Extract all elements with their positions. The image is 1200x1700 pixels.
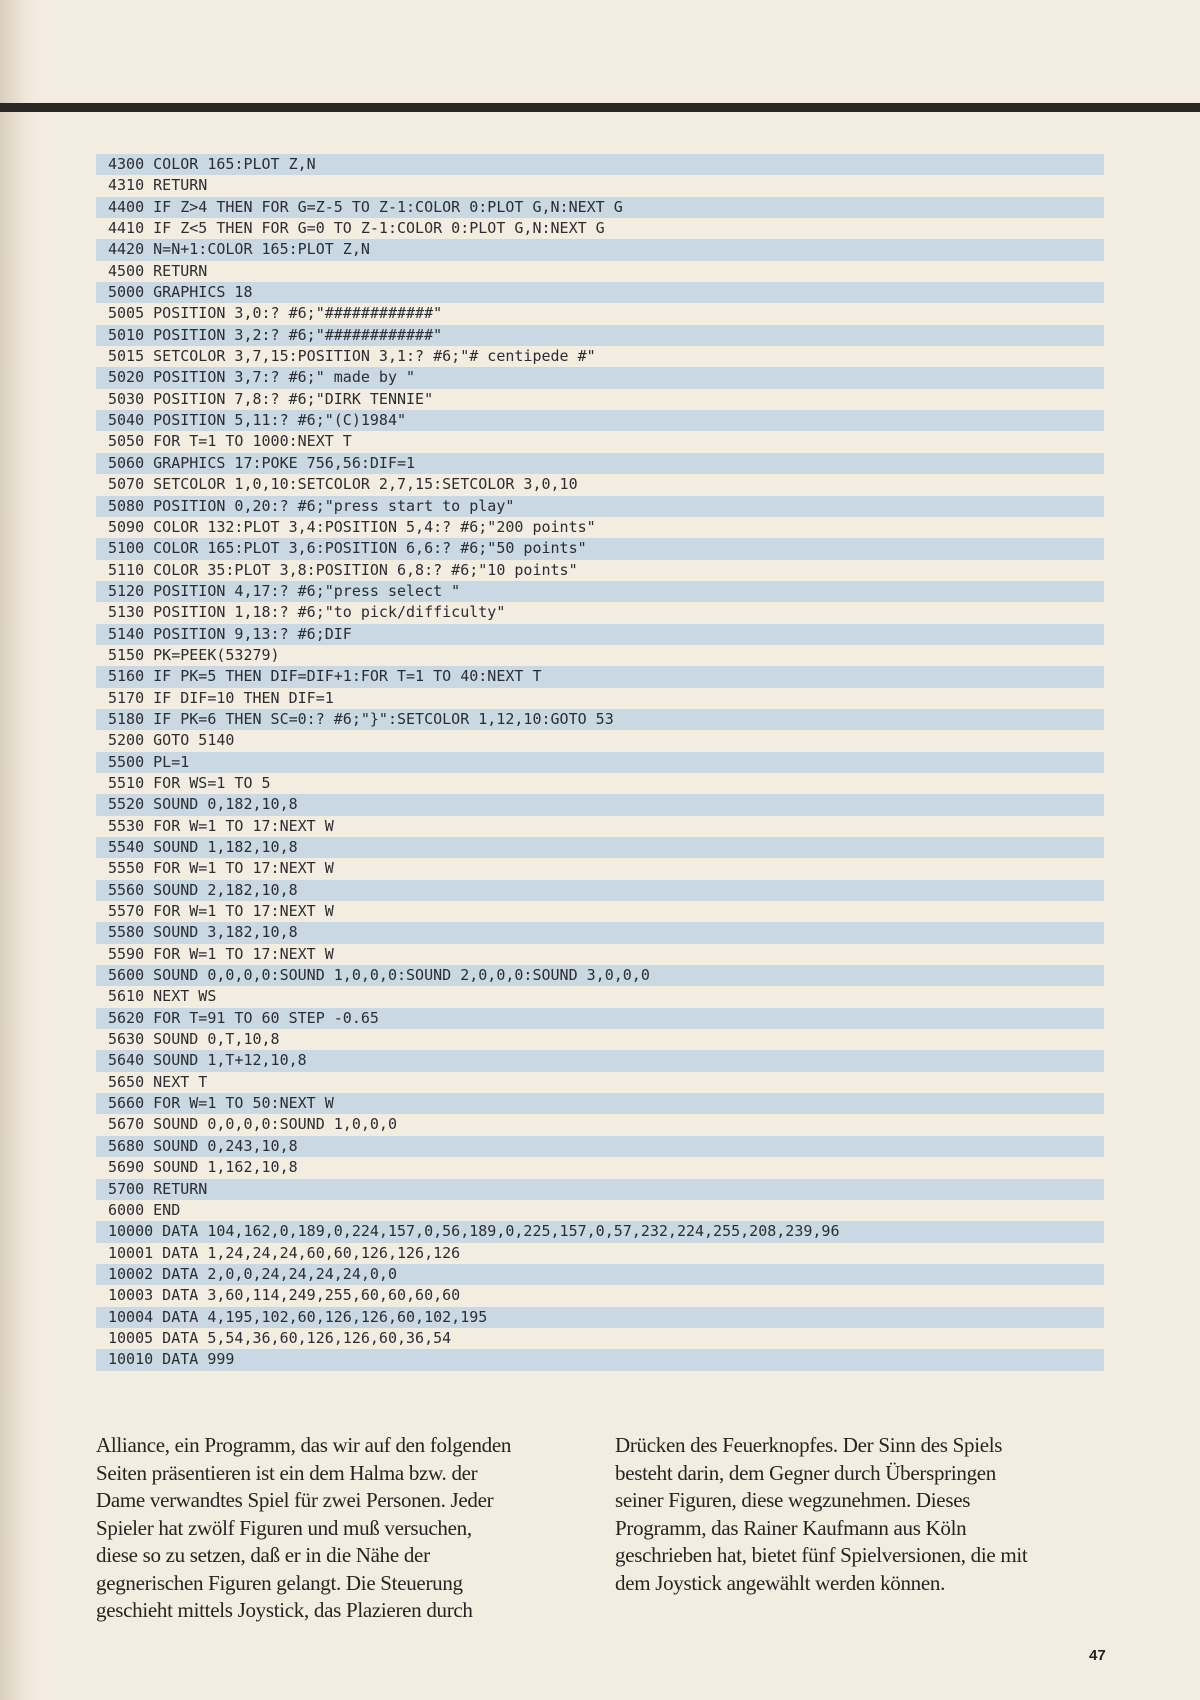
code-line: 5180 IF PK=6 THEN SC=0:? #6;"}":SETCOLOR 1,12,10:GOTO 53: [96, 709, 1104, 730]
article-text-line: Spieler hat zwölf Figuren und muß versuchen,: [96, 1515, 472, 1540]
code-line: 5560 SOUND 2,182,10,8: [96, 880, 1104, 901]
code-line: 10005 DATA 5,54,36,60,126,126,60,36,54: [108, 1328, 452, 1347]
code-line: 4300 COLOR 165:PLOT Z,N: [96, 154, 1104, 175]
article-text-line: geschieht mittels Joystick, das Plazieren durch: [96, 1598, 473, 1622]
code-line: 5050 FOR T=1 TO 1000:NEXT T: [108, 432, 352, 451]
article-text-line: Seiten präsentieren ist ein dem Halma bzw. der: [96, 1460, 478, 1485]
code-line: 5140 POSITION 9,13:? #6;DIF: [96, 624, 1104, 645]
code-line: 5040 POSITION 5,11:? #6;"(C)1984": [96, 410, 1104, 431]
code-line: 5530 FOR W=1 TO 17:NEXT W: [108, 816, 334, 835]
article-text-line: gegnerischen Figuren gelangt. Die Steuerung: [96, 1570, 463, 1595]
code-line: 10003 DATA 3,60,114,249,255,60,60,60,60: [108, 1286, 461, 1305]
article-text-line: seiner Figuren, diese wegzunehmen. Dieses: [615, 1488, 971, 1512]
article-text-line: Drücken des Feuerknopfes. Der Sinn des Spiels: [615, 1433, 1003, 1457]
code-line: 5160 IF PK=5 THEN DIF=DIF+1:FOR T=1 TO 40:NEXT T: [96, 666, 1104, 687]
article-text-line: Dame verwandtes Spiel für zwei Personen. Jeder: [96, 1488, 494, 1512]
article-text-line: Programm, das Rainer Kaufmann aus Köln: [615, 1515, 967, 1540]
code-line: 4410 IF Z<5 THEN FOR G=0 TO Z-1:COLOR 0:PLOT G,N:NEXT G: [108, 219, 605, 238]
code-line: 5070 SETCOLOR 1,0,10:SETCOLOR 2,7,15:SETCOLOR 3,0,10: [108, 475, 578, 494]
code-line: 5060 GRAPHICS 17:POKE 756,56:DIF=1: [96, 453, 1104, 474]
code-line: 5090 COLOR 132:PLOT 3,4:POSITION 5,4:? #6;"200 points": [108, 517, 596, 536]
code-line: 5000 GRAPHICS 18: [96, 282, 1104, 303]
article-text-line: Alliance, ein Programm, das wir auf den folgenden: [96, 1433, 512, 1457]
article-column-right: [615, 1432, 1107, 1597]
code-line: 5120 POSITION 4,17:? #6;"press select ": [96, 581, 1104, 602]
code-line: 5010 POSITION 3,2:? #6;"############": [96, 325, 1104, 346]
code-line: 5015 SETCOLOR 3,7,15:POSITION 3,1:? #6;"# centipede #": [108, 347, 596, 366]
code-line: 5030 POSITION 7,8:? #6;"DIRK TENNIE": [108, 389, 434, 408]
code-line: 5580 SOUND 3,182,10,8: [96, 922, 1104, 943]
code-line: 10000 DATA 104,162,0,189,0,224,157,0,56,189,0,225,157,0,57,232,224,255,208,239,96: [96, 1221, 1104, 1242]
code-line: 5700 RETURN: [96, 1179, 1104, 1200]
code-line: 5640 SOUND 1,T+12,10,8: [96, 1050, 1104, 1071]
article-text-line: geschrieben hat, bietet fünf Spielversionen, die mit: [615, 1543, 1028, 1567]
code-line: 4500 RETURN: [108, 261, 208, 280]
code-line: 4420 N=N+1:COLOR 165:PLOT Z,N: [96, 239, 1104, 260]
code-line: 5660 FOR W=1 TO 50:NEXT W: [96, 1093, 1104, 1114]
code-line: 5100 COLOR 165:PLOT 3,6:POSITION 6,6:? #6;"50 points": [96, 538, 1104, 559]
code-line: 10004 DATA 4,195,102,60,126,126,60,102,195: [96, 1307, 1104, 1328]
code-line: 6000 END: [108, 1200, 181, 1219]
code-line: 5690 SOUND 1,162,10,8: [108, 1158, 298, 1177]
header-rule: [0, 103, 1200, 112]
code-line: 5670 SOUND 0,0,0,0:SOUND 1,0,0,0: [108, 1115, 397, 1134]
code-line: 5005 POSITION 3,0:? #6;"############": [108, 304, 443, 323]
code-line: 10002 DATA 2,0,0,24,24,24,24,0,0: [96, 1264, 1104, 1285]
code-line: 5680 SOUND 0,243,10,8: [96, 1136, 1104, 1157]
code-line: 5500 PL=1: [96, 752, 1104, 773]
code-line: 4310 RETURN: [108, 176, 208, 195]
code-line: 5020 POSITION 3,7:? #6;" made by ": [96, 367, 1104, 388]
article-text-line: diese so zu setzen, daß er in die Nähe der: [96, 1543, 430, 1567]
article-text-line: besteht darin, dem Gegner durch Überspringen: [615, 1460, 997, 1485]
code-line: 5650 NEXT T: [108, 1072, 208, 1091]
code-line: 5630 SOUND 0,T,10,8: [108, 1030, 280, 1049]
code-line: 5550 FOR W=1 TO 17:NEXT W: [108, 859, 334, 878]
code-line: 5170 IF DIF=10 THEN DIF=1: [108, 688, 334, 707]
code-line: 5200 GOTO 5140: [108, 731, 235, 750]
code-line: 5600 SOUND 0,0,0,0:SOUND 1,0,0,0:SOUND 2,0,0,0:SOUND 3,0,0,0: [96, 965, 1104, 986]
code-line: 5570 FOR W=1 TO 17:NEXT W: [108, 902, 334, 921]
code-line: 5080 POSITION 0,20:? #6;"press start to play": [96, 496, 1104, 517]
code-line: 5520 SOUND 0,182,10,8: [96, 794, 1104, 815]
page-number: 47: [1089, 1647, 1106, 1664]
article-column-left: [96, 1432, 584, 1625]
code-line: 10001 DATA 1,24,24,24,60,60,126,126,126: [108, 1243, 461, 1262]
code-line: 5110 COLOR 35:PLOT 3,8:POSITION 6,8:? #6;"10 points": [108, 560, 578, 579]
code-line: 4400 IF Z>4 THEN FOR G=Z-5 TO Z-1:COLOR 0:PLOT G,N:NEXT G: [96, 197, 1104, 218]
code-line: 5130 POSITION 1,18:? #6;"to pick/difficulty": [108, 603, 506, 622]
code-line: 5540 SOUND 1,182,10,8: [96, 837, 1104, 858]
basic-program-listing: [96, 154, 1104, 1371]
code-line: 5590 FOR W=1 TO 17:NEXT W: [108, 944, 334, 963]
article-text-line: dem Joystick angewählt werden können.: [615, 1570, 946, 1595]
code-line: 5510 FOR WS=1 TO 5: [108, 773, 271, 792]
code-line: 5610 NEXT WS: [108, 987, 217, 1006]
code-line: 10010 DATA 999: [96, 1349, 1104, 1370]
code-line: 5620 FOR T=91 TO 60 STEP -0.65: [96, 1008, 1104, 1029]
code-line: 5150 PK=PEEK(53279): [108, 645, 280, 664]
page-gutter-shadow: [0, 0, 36, 1700]
